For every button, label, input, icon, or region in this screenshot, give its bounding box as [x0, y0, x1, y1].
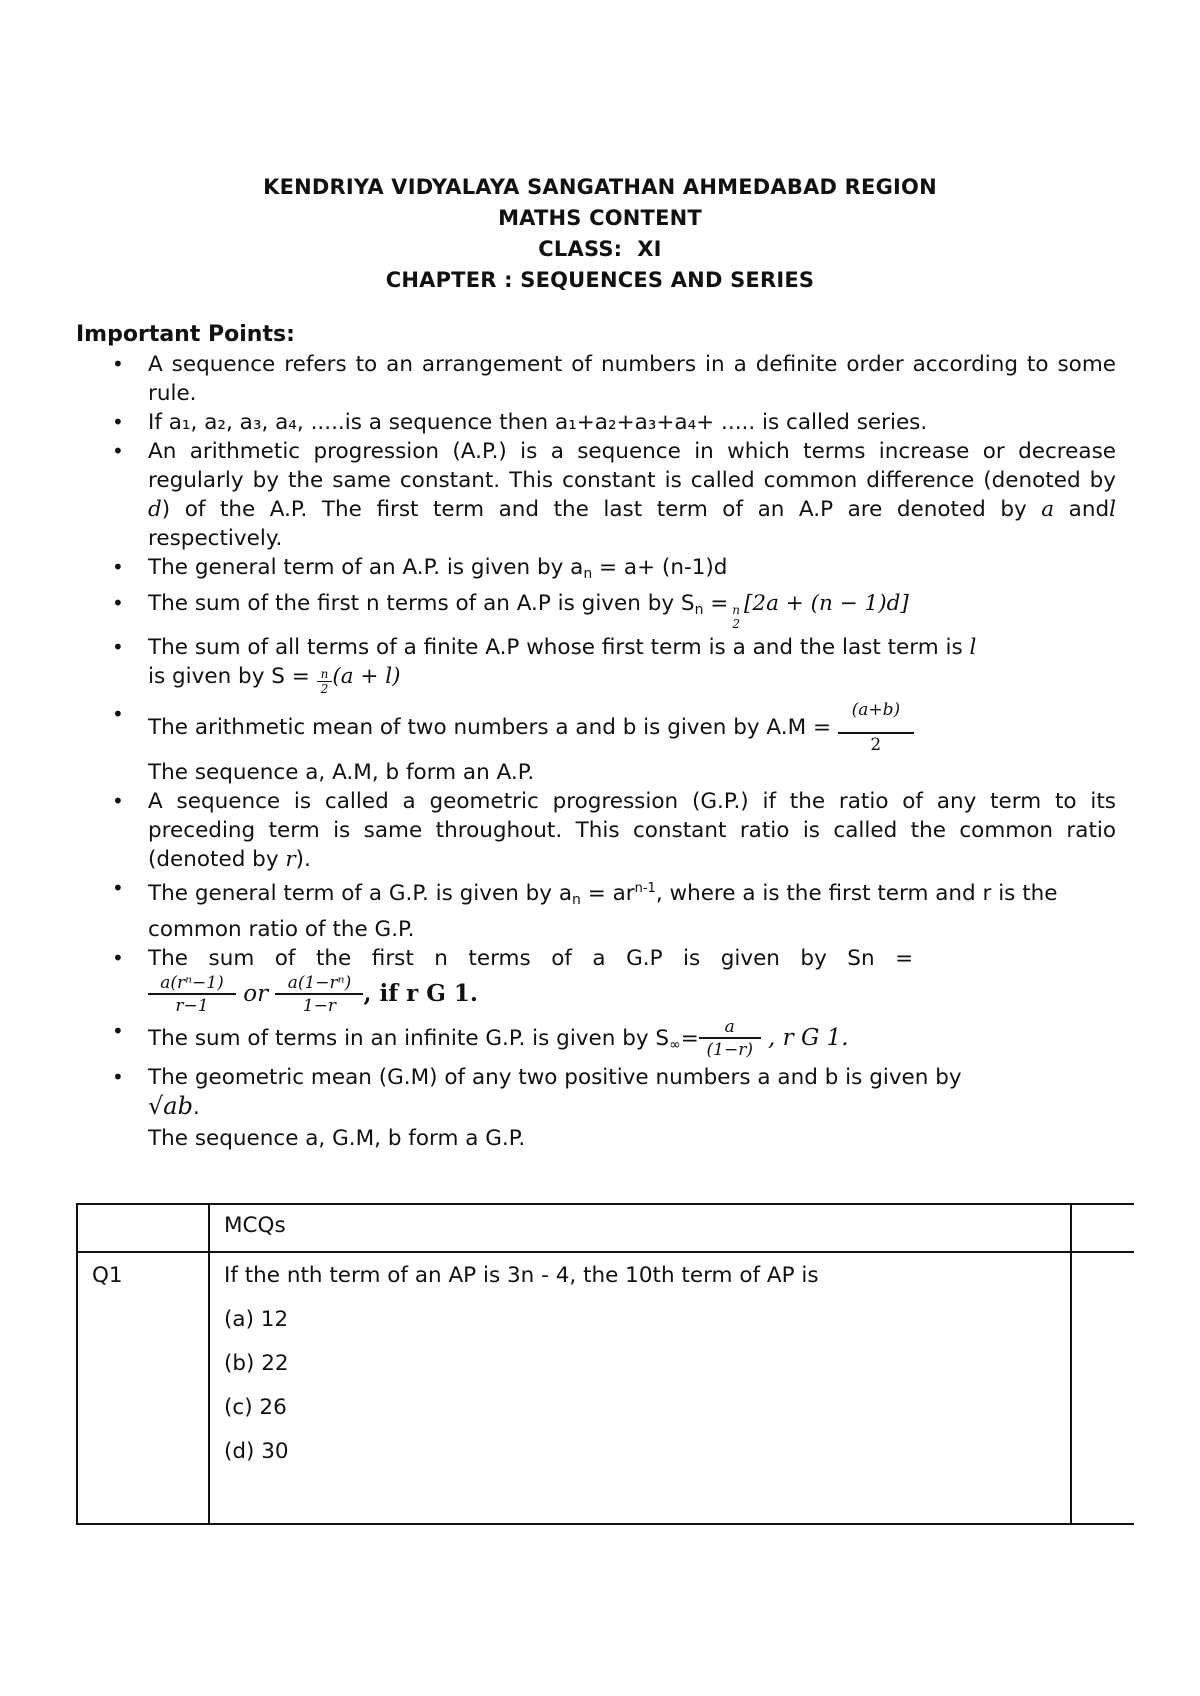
bullet-icon: •: [112, 439, 124, 463]
point-gp-sum: • The sum of the first n terms of a G.P is given by Sn = $\frac{\text{a(rⁿ−1)}}{r-1}$ or $\frac{\text{a(1−rⁿ)}}{1-r}$ , if r G 1.: [112, 946, 914, 1016]
point-geometric-mean: • The geometric mean (G.M) of any two positive numbers a and b is given by √ab.: [112, 1065, 962, 1120]
point-gp-general-term: • The general term of a G.P. is given by $a_n = ar^{n-1}$, where a is the first term and r is the common ratio of the G.P.: [112, 876, 1058, 942]
point-series-definition: • If a₁, a₂, a₃, a₄, .....is a sequence then a₁+a₂+a₃+a₄+ ..... is called series.: [112, 410, 928, 435]
question-number: Q1: [92, 1263, 123, 1288]
fraction-a-plus-b-over-2: $\frac{(a+b)}{2}$: [838, 700, 914, 756]
fraction-n-over-2: n 2: [732, 603, 741, 631]
sqrt-ab: √ab: [148, 1092, 193, 1120]
option-a: (a) 12: [224, 1307, 289, 1332]
fraction-gp-sum-r-greater: $\frac{\text{a(rⁿ−1)}}{r-1}$: [148, 973, 236, 1017]
important-points-title: Important Points:: [76, 322, 295, 347]
gp-mean-sequence-note: The sequence a, G.M, b form a G.P.: [148, 1126, 526, 1151]
point-gp-definition: • A sequence is called a geometric progression (G.P.) if the ratio of any term to its preceding term is same throughout. This constant ratio is called the common ratio (denoted by r).: [112, 789, 1116, 872]
point-ap-sum-last-term: • The sum of all terms of a finite A.P whose first term is a and the last term is l is given by S = $\frac{n}{2}$ (a + l): [112, 635, 977, 696]
header-subject: MATHS CONTENT: [498, 206, 702, 230]
point-sequence-definition: • A sequence refers to an arrangement of numbers in a definite order according to some rule.: [112, 352, 1116, 406]
bullet-icon: •: [112, 789, 124, 813]
bullet-icon: •: [112, 946, 124, 970]
header-class: CLASS: XI: [538, 237, 662, 261]
point-ap-sum: • The sum of the first n terms of an A.P is given by $S_n$ = n 2 [2a + (n − 1)d]: [112, 591, 909, 631]
question-number-cell: [77, 1252, 209, 1524]
bullet-icon: •: [112, 635, 124, 659]
ap-mean-sequence-note: The sequence a, A.M, b form an A.P.: [148, 760, 535, 785]
bullet-icon: •: [112, 352, 124, 376]
bullet-icon: •: [112, 1019, 124, 1043]
bullet-icon: •: [112, 555, 124, 579]
table-header-cell-extra: [1071, 1204, 1134, 1252]
fraction-n-over-2: $\frac{n}{2}$: [317, 667, 333, 696]
point-infinite-gp-sum: • The sum of terms in an infinite G.P. is given by $S_\infty=$ $\frac{a}{(1-r)}$ , r G 1.: [112, 1017, 849, 1060]
bullet-icon: •: [112, 1065, 124, 1089]
fraction-gp-sum-r-less: $\frac{\text{a(1−rⁿ)}}{1-r}$: [275, 973, 363, 1017]
header-chapter: CHAPTER : SEQUENCES AND SERIES: [385, 268, 815, 292]
table-row: [77, 1252, 1134, 1524]
option-b: (b) 22: [224, 1351, 289, 1376]
important-points-list: [76, 350, 1116, 1153]
fraction-a-over-1-minus-r: $\frac{a}{(1-r)}$: [699, 1017, 761, 1061]
table-header-row: [77, 1204, 1134, 1252]
document-header: [0, 172, 1200, 296]
table-header-cell-mcqs: MCQs: [209, 1204, 1071, 1252]
point-ap-general-term: • The general term of an A.P. is given by $a_n = a+ (n-1)d$: [112, 555, 728, 582]
mcq-table: [76, 1203, 1134, 1525]
point-ap-definition: • An arithmetic progression (A.P.) is a sequence in which terms increase or decrease regularly by the same constant. This constant is called common difference (denoted by d) of the A.P. The first term and the last term of an A.P are denoted by a andl respectively.: [112, 439, 1116, 551]
point-arithmetic-mean: • The arithmetic mean of two numbers a and b is given by A.M = $\frac{(a+b)}{2}$: [76, 700, 1116, 756]
option-d: (d) 30: [224, 1439, 289, 1464]
bullet-icon: •: [112, 410, 124, 434]
answer-cell: [1071, 1252, 1134, 1524]
bullet-icon: •: [112, 591, 124, 615]
question-content-cell: [209, 1252, 1071, 1524]
bullet-icon: •: [112, 876, 124, 900]
option-c: (c) 26: [224, 1395, 287, 1420]
header-school: KENDRIYA VIDYALAYA SANGATHAN AHMEDABAD REGION: [263, 175, 937, 199]
table-header-cell-blank: [77, 1204, 209, 1252]
question-text: If the nth term of an AP is 3n - 4, the 10th term of AP is: [224, 1263, 819, 1288]
bullet-icon: •: [112, 702, 124, 726]
